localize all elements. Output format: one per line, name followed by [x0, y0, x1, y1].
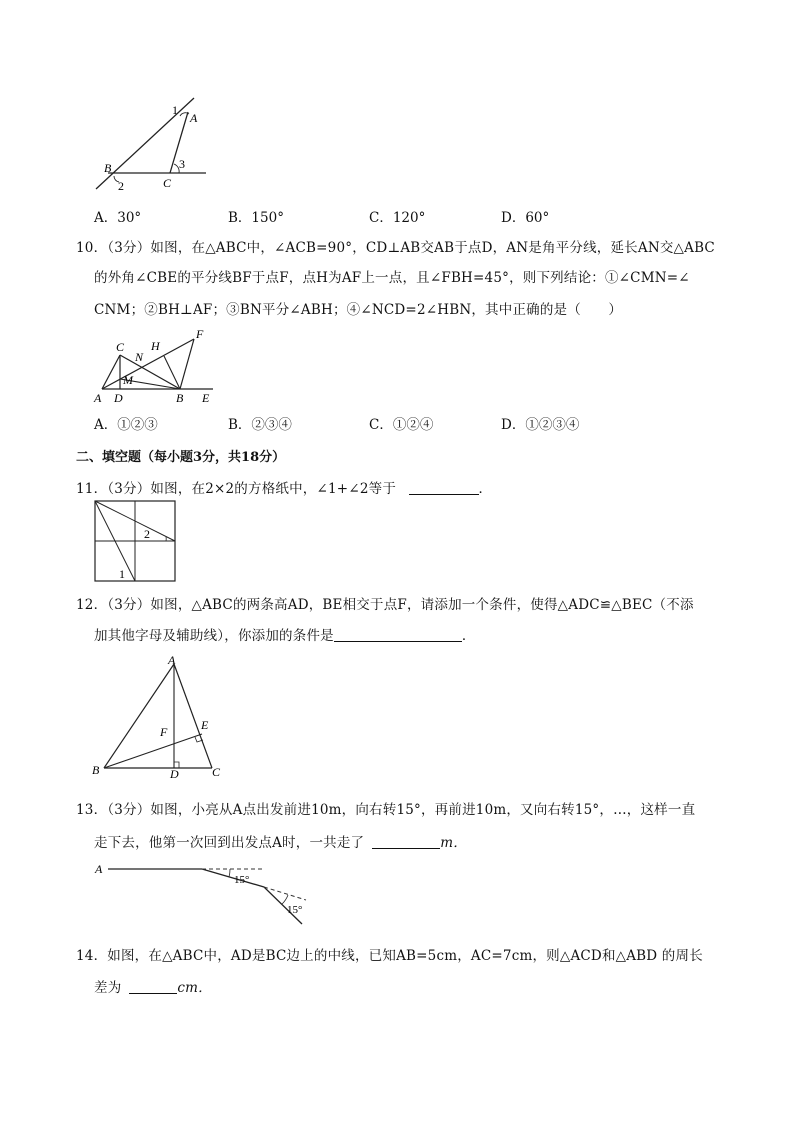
label-h: H [151, 339, 160, 353]
q9-option-a[interactable]: A．30° [94, 210, 142, 226]
angle-arc-2 [282, 895, 288, 904]
q12-line-1: 12．（3分）如图，△ABC的两条高AD，BE相交于点F，请添加一个条件，使得△ADC≌△BEC（不添 [76, 597, 694, 613]
q13-question-tail: 走下去，他第一次回到出发点A时，一共走了 [94, 835, 365, 851]
q11-answer-blank[interactable] [409, 480, 479, 495]
label-b: B [92, 763, 100, 777]
label-a: A [94, 391, 102, 405]
label-d: D [114, 391, 123, 405]
q13-line-1: 13．（3分）如图，小亮从A点出发前进10m，向右转15°，再前进10m，又向右转15°，…，这样一直 [76, 802, 696, 818]
label-15-1: 15° [234, 874, 250, 886]
label-a: A [190, 111, 198, 125]
q14-line-2 [94, 976, 212, 996]
label-1: 1 [119, 567, 125, 581]
q11-end: ． [478, 481, 493, 497]
side-ac [174, 664, 212, 768]
label-a: A [168, 653, 176, 667]
q11-figure [94, 500, 178, 584]
label-c: C [163, 176, 172, 190]
q11-text [76, 477, 492, 497]
q12-figure [88, 652, 228, 780]
q9-option-b[interactable]: B．150° [228, 210, 284, 226]
label-c: C [212, 765, 221, 779]
q12-line-2 [94, 624, 476, 644]
q10-line-1: 10．（3分）如图，在△ABC中，∠ACB=90°，CD⊥AB交AB于点D，AN是角平分线，延长AN交△ABC [76, 240, 715, 256]
altitude-be [104, 734, 202, 768]
label-a: A [95, 862, 103, 876]
label-3: 3 [179, 157, 185, 171]
q14-unit: cm． [177, 980, 212, 996]
q10-option-a[interactable]: A．①②③ [94, 417, 158, 433]
q12-answer-blank[interactable] [334, 627, 462, 642]
q9-option-c[interactable]: C．120° [369, 210, 426, 226]
q10-option-c[interactable]: C．①②④ [369, 417, 434, 433]
q12-question-tail: 加其他字母及辅助线），你添加的条件是 [94, 628, 334, 644]
q11-question: 11．（3分）如图，在2×2的方格纸中，∠1+∠2等于 [76, 481, 397, 497]
path-seg-2 [202, 869, 264, 887]
label-b: B [104, 161, 112, 175]
q13-figure [92, 856, 314, 928]
angle-arc-1 [229, 869, 230, 877]
q13-unit: m． [440, 835, 467, 851]
q10-option-d[interactable]: D．①②③④ [501, 417, 580, 433]
label-2: 2 [144, 527, 150, 541]
q10-line-2: 的外角∠CBE的平分线BF于点F，点H为AF上一点，且∠FBH=45°，则下列结论：①∠CMN=∠ [94, 270, 690, 286]
label-f: F [160, 725, 168, 739]
line-bf [180, 339, 194, 389]
q14-line-1: 14．如图，在△ABC中，AD是BC边上的中线，已知AB=5cm，AC=7cm，则△ACD和△ABD 的周长 [76, 948, 703, 964]
section-title: 二、填空题（每小题3分，共18分） [76, 450, 286, 465]
q14-question-tail: 差为 [94, 980, 122, 996]
q10-option-b[interactable]: B．②③④ [228, 417, 292, 433]
label-1: 1 [172, 103, 178, 117]
label-e: E [202, 391, 210, 405]
label-b: B [176, 391, 184, 405]
q12-end: ． [461, 628, 476, 644]
q13-line-2 [94, 831, 467, 851]
q13-answer-blank[interactable] [372, 834, 440, 849]
label-n: N [135, 350, 144, 364]
label-15-2: 15° [287, 904, 303, 916]
q9-option-d[interactable]: D．60° [501, 210, 550, 226]
label-d: D [170, 767, 179, 780]
q10-line-3: CNM；②BH⊥AF；③BN平分∠ABH；④∠NCD=2∠HBN，其中正确的是（ ） [94, 302, 623, 318]
label-e: E [201, 718, 209, 732]
q10-figure [88, 326, 223, 406]
label-m: M [123, 373, 133, 387]
label-f: F [196, 327, 204, 341]
label-2: 2 [118, 179, 124, 193]
q14-answer-blank[interactable] [129, 979, 177, 994]
side-ab [104, 664, 174, 768]
q9-figure [88, 96, 213, 196]
label-c: C [116, 340, 125, 354]
